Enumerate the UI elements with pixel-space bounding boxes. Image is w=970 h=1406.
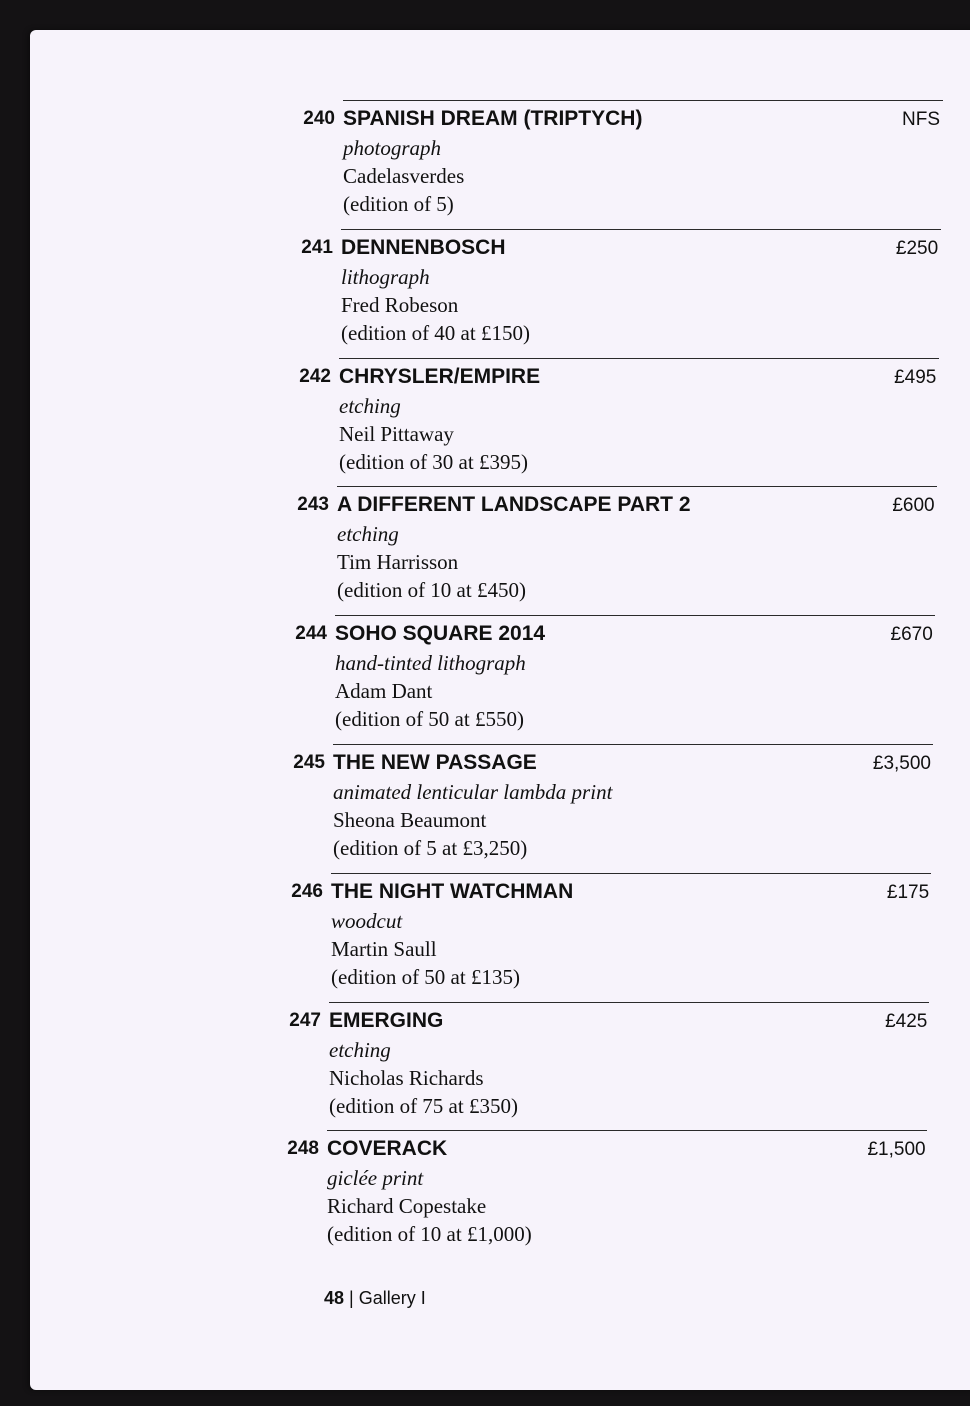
catalogue-entry	[0, 100, 970, 228]
catalogue-entry	[0, 1130, 970, 1258]
entry-medium: lithograph	[341, 264, 430, 289]
entry-title: A DIFFERENT LANDSCAPE PART 2	[337, 493, 691, 517]
catalogue-entry	[0, 486, 970, 614]
entry-medium: photograph	[343, 136, 442, 160]
entry-title: EMERGING	[329, 1008, 444, 1032]
entry-price: £495	[894, 366, 937, 388]
entry-medium: etching	[329, 1037, 391, 1062]
entry-edition: (edition of 30 at £395)	[339, 449, 528, 474]
catalogue-entry	[0, 744, 970, 872]
entry-edition: (edition of 5)	[343, 192, 454, 216]
entry-price: NFS	[902, 109, 940, 130]
entry-artist: Martin Saull	[331, 936, 437, 961]
entry-number: 240	[303, 108, 335, 129]
entry-title: SOHO SQUARE 2014	[335, 622, 546, 646]
entry-artist: Cadelasverdes	[343, 164, 465, 188]
entry-artist: Fred Robeson	[341, 292, 459, 317]
catalogue-entry	[0, 873, 970, 1001]
entry-number: 242	[299, 365, 331, 387]
entry-price: £425	[885, 1010, 928, 1032]
entry-edition: (edition of 40 at £150)	[341, 320, 530, 345]
catalogue-entry	[0, 615, 970, 743]
entry-artist: Sheona Beaumont	[333, 808, 487, 832]
entry-medium: woodcut	[331, 908, 403, 933]
entry-title: THE NEW PASSAGE	[333, 751, 537, 774]
entry-number: 246	[291, 880, 323, 902]
entry-divider	[331, 873, 931, 874]
entry-divider	[337, 486, 937, 487]
entry-title: SPANISH DREAM (TRIPTYCH)	[343, 107, 643, 130]
entry-edition: (edition of 50 at £135)	[331, 964, 520, 989]
entry-number: 243	[297, 494, 329, 516]
entry-price: £600	[892, 495, 935, 517]
entry-artist: Richard Copestake	[327, 1194, 487, 1219]
entry-divider	[333, 744, 933, 745]
entry-divider	[341, 229, 941, 230]
catalogue-entry	[0, 229, 970, 357]
entry-price: £250	[895, 237, 939, 259]
footer-page-number: 48	[324, 1288, 345, 1308]
entry-number: 244	[295, 623, 327, 645]
entry-artist: Neil Pittaway	[339, 421, 454, 446]
entry-title: COVERACK	[327, 1137, 448, 1161]
entry-number: 247	[289, 1009, 321, 1031]
entry-edition: (edition of 50 at £550)	[335, 707, 524, 732]
entry-edition: (edition of 10 at £450)	[337, 578, 526, 603]
entry-title: THE NIGHT WATCHMAN	[331, 879, 574, 903]
entry-number: 241	[301, 236, 333, 258]
entry-price: £175	[886, 881, 930, 903]
entry-artist: Nicholas Richards	[329, 1065, 484, 1090]
entry-divider	[335, 615, 935, 616]
entry-edition: (edition of 10 at £1,000)	[327, 1222, 532, 1247]
entry-medium: giclée print	[327, 1166, 424, 1191]
entry-number: 245	[293, 752, 325, 773]
entry-medium: animated lenticular lambda print	[333, 780, 613, 804]
entry-divider	[329, 1002, 929, 1003]
entry-artist: Tim Harrisson	[337, 550, 459, 575]
entry-title: DENNENBOSCH	[341, 235, 506, 259]
entry-divider	[343, 100, 943, 101]
footer-section: Gallery I	[358, 1288, 426, 1308]
entry-divider	[327, 1130, 927, 1131]
footer-separator: |	[344, 1288, 359, 1308]
page-footer	[324, 1288, 426, 1309]
entry-medium: hand-tinted lithograph	[335, 651, 526, 676]
entry-medium: etching	[337, 522, 399, 547]
entry-divider	[339, 358, 939, 359]
catalogue-entry	[0, 358, 970, 486]
entry-number: 248	[287, 1138, 319, 1160]
entry-title: CHRYSLER/EMPIRE	[339, 364, 541, 388]
entry-price: £670	[890, 624, 933, 646]
entry-edition: (edition of 5 at £3,250)	[333, 836, 528, 860]
catalogue-entry	[0, 1002, 970, 1130]
entry-artist: Adam Dant	[335, 679, 433, 704]
entry-price: £3,500	[872, 753, 931, 774]
entry-price: £1,500	[867, 1139, 926, 1161]
entry-medium: etching	[339, 393, 401, 418]
entry-edition: (edition of 75 at £350)	[329, 1093, 518, 1118]
